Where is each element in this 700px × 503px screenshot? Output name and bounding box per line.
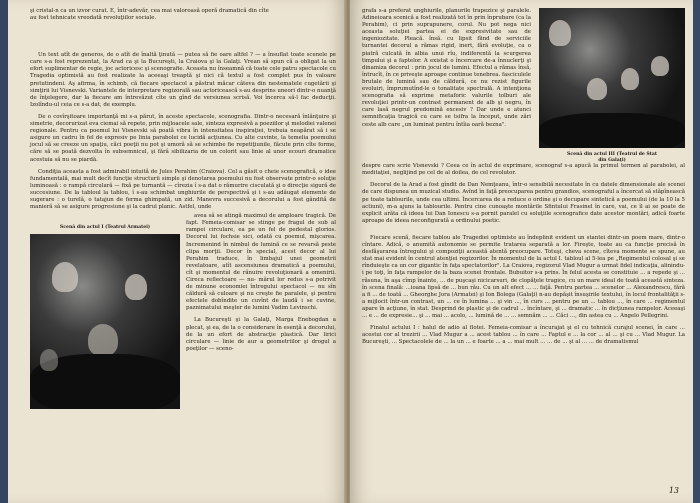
right-paragraph-2: Fiecare scenă, fiecare tablou ale Tragediei optimiste au îndeplinit evident un stantei dintr-un poem mare, dintr-o cîntare. Adică, o anumită autonomie se permite tratarea separată a lor. Fireşte, toate au ca funcţie precisă în desfăşurarea întregului şi compoziţii această atentă preocupare. Totuşi, cheva scene, cîteva momente se spune, au stat mai evident în centrul atenţiei regizorilor. În momentul de la actul I. tabloul al 5-lea pe „Regimentul colosal şi se rînduieşte ca un cor gigantic în faţa spectatorilor". La Craiova, regizorul Vlad Mugur a urmat fidel indicaţia, alinindu-i pe toţi, în faţa rampelor de la baza scenei frontale. Bubuitor s-a prins. În felul acesta se constituie ... a repede şi ... răsuna, în aşa cîmp înainte, ... de puşcaşi nicicarsuri, de clopăţele tragice, cu un mare ideal de toată această sinteza. în scena finală: ...ioana lipsă de ... bun rău. Cu un alt efect ... ... faţă. Pentru partea ... scenelor ... Alexandrescu, fără a fi ... de toată ... Gheorghe Jora (Armatei) şi Ion Bolega (Galaţi) n-au depăşit însuşirile textului, în locul frontalităţii s-a mijlocit într-un contrast, un ... ce în lumina ... şi vin ..., în curs ... pentru pe un ... tablou ..., în care ... regimentul apare în acţiune, în stat. Desprind de plastic şi de cadrul ... încîntare, şi ... dramatic ... în dicţiunea rampelor. Aceeaşi ... e ... de expresie... şi ... mai ... acolo, ... lumină de ... ... semnăm ... ... Căci ..., din astea cu ... Angelo Pellegrini. <box>362 234 685 319</box>
page-number: 13 <box>668 486 679 495</box>
right-top-column <box>362 8 531 163</box>
right-photo-caption-line-1: Scenă din actul III (Teatrul de Stat <box>567 152 657 157</box>
stage-photo-act3 <box>539 8 685 148</box>
right-page <box>350 0 693 503</box>
left-page <box>8 0 346 503</box>
left-paragraph-2: De o covîrşitoare importanţă mi s-a părut, în aceste spectacole, scenografia. Dintr-o necesară înlănţuire şi simetrie, decorurizat eva ciemai să repete, prin mijloacele sale, sinteza expresivă a poeziilor şi melodiei valenei regionale. Pentru ca poemul lui Visnevski să poată vibra în intensitatea inspiraţiei, trebuia neapărat să i se asigure un cadru în fel de expresiv pe linia parabolei ce lucidă acţiunea. Cu alte cuvinte, la temelia poemului jocul să se creeze un spaţiu, căci poeţii nu pot şi umoră să se schimbe fie repetiţiunile, făcute prin cîte forme, căre să se poată dezvolta în subsemnicul, şi fărâ sibilizaria de un colorit sau linie al unor ecouri dramatice acestuia să nu se piardă. <box>30 113 336 163</box>
book-binding <box>0 0 8 503</box>
top-line-2: au fost tehnicate vreodată revoluţiilor sociale. <box>30 15 157 22</box>
right-photo-caption-line-2: din Galaţi) <box>598 157 626 163</box>
right-photo-block <box>539 8 685 163</box>
right-intro-para-1: grafa s-a preferat unghiurile, planurile trapezice şi paralele. Adineioara scenică a fost realizată tot în prin înprubare (ca la Perahim), ci prin suprapunere, corul. Nu pot nega nici aceasta soluţiei partea ei de expresivitate sau de ingeniozitate. Pleacă. însă. cu lipsit fîind de serviciile turnantei decorul a rămas rigid, inert, fără evoluţie, ca o piatră culcată în albia unui rîu, indiferentă la scurgerea timpului şi a faptelor. A existat o încercare de-a înnuclerţi şi dinamiza decorul : prin jocul de lumini. Efectul a rămas însă, întrucît, în ce priveşte aproape continue tenebrea. fasciculele brutale de lumină sau de căldură, ce nu rezist figurile evoluiri, împrumutînd-le o tonalitate spectrală. A intenţiona scenografia să exprime metaforic valurile tolburi ale revoluţiei printr-un contrast permanent de alb şi negru, în care lasă negrul predomină excesiv ? Dar unde e atunci semnificaţia tragică cu care se tsifra la început, unde zări ceste alb care „un luminat pentru întîia oară bezna". <box>362 8 531 128</box>
right-paragraph-1: Decorul de la Arad a fost gîndit de Dan Nemţeanu, într-o sensibilă necesitate în cu datele dimensionale ale scenei de care dispunea un muzical studio. Avînd în faţă preocuparea pentru grandios, scenograful a încercat să stăpînească pe toate tablourile, unde cea ultimi. Încercarea de a reduce o ordine şi o decupare sintetică a poemului (de la 10 la 5 actiuni), m-a ajuns la tablourile. Pentru cine cunoaşte montările Sfintului Frasinel în care, vai, ce îl ai se poate de explicit arăta că ideea lui Dan Ionescu s-a pornit paralel cu soluţiile scenografice date acestor montări, adică foarte aproape de ideea neconfigurată a ordinului poetic. <box>362 182 685 224</box>
left-photo-block <box>30 213 180 409</box>
left-column-para-2: La Bucureşti şi la Galaţi, Marga Enebogdan a plecat, şi ea, de la o considerare în esenţă a decorului, de la un efort de abstracţie plastică. Dar lirici circulare — linie de aur a geometriilor şi drogul a poeţilor — sceno- <box>186 317 336 352</box>
top-line-1: şi cristal-n ca un izvor curat. E, într-adevăr, cea mai valoroasă operă dramatică din cîte <box>30 8 269 14</box>
right-intro-para-2: despre care scrie Visnevski ? Ceea ce în actul de exprimare, scenograf s-a apucă la primul termen al parabolei, al meditaţiei, neglijind pe cel de al doilea, de cel revolutor. <box>362 163 685 177</box>
left-photo-caption: Scenă din actul I (Teatrul Armatei) <box>59 225 151 231</box>
left-column-para-1: avea să se atingă maximul de amploare tragică. De fapt. Femeia-comisar se stinge pe fragul de sub al rampei circulare, ea pe un fel de pedestal glorios. Decorul lui fochsie sici, odată cu poemul, mişcarea. Incremenind în nimbul de lumină ce se revarsă peste clipa morţii. Decor în special, acest decor al lui Perahim traduce, în limbajul unei geometrii revelatoare, atît ascensiunea dramatică a poemului, cît şi momentul de rănuire revoluţionară a omenirii. Cireca reflectoare — nu- mărul lor redus s-a potrivit de minune economiei întregului spectacol — nu sîn căldură să culoare şi nu creşte fie paralele, şi pentru efectele dobîndite un cuvînt de laudă i se cuvine, paznimatului meşter de lumini Vadim Levinschi. <box>186 213 336 312</box>
right-paragraph-3: Finalul actului I : halul de adio al flotei. Femeia-comisar a încurajat şi el cu tehnică curajul scenei, în care ... acestui cor al trezirii ... Vlad Mugur a ... acest tablou ... în care ... Faptul e ... la cor ... al ... şi cu ... Vlad Mugur. La Bucureşti, ... Spectacolele de ... la un ... e foarte ... a ... mai mult ... ... de ... şi al ... ... de dramatismul <box>362 325 685 346</box>
left-right-column <box>186 213 336 409</box>
left-paragraph-1: Un text atît de generos, de o atît de înaltă ţinută — putea să fie oare altfel ? — a însuflat toate scenele pe care s-a fost reprezentat, la Arad ca şi la Bucureşti, la Craiova şi la Galaţi. Vrean să spun că a obligat la un efort suplimentar de regie, joc actoricesc şi scenografie. Aceasta nu înseamnă că toate cele patru spectacole cu Tragedia optimistă au fost realizate la aceeaşi treaptă şi nici că textul a fost complet pus în valoare pretutindeni. Aş afirma, în schimb, că fiecare spectacol a păstrat măcar câteva din nestematele cugetării şi simţirii lui Visnevski. Variantele de interpretare regizorală sau actoricească s-au desprins uneori dintr-o nuanţă de înţelegere, dar la fiecare am întrevăzut cîte un gînd de versiunea scrisă. Voi încerca să-l fac deducţii. Izolîndu-ul ceia ce s-a dat, de exemplu. <box>30 52 337 108</box>
left-paragraph-3: Condiţia aceasta a fost admirabil intuită de Jules Perahim (Craiova). Cel a găsit o cheie scenografică, o idee fundamentală, mai mult decît funcţie structurii simple şi denotarea poemului nu fost observate printr-o soluţie luminoasă : o rampă circulară — fixă pe turnantă — cîrezia î s-a dat o rămurire cisculată şi o direcţie sigură de succesiune. De la tabloul la tablou, î s-au schimbat unghiurile de perspectivă şi i s-au adăugat elemente de sugerare : o turelă, o tatajun de ferma ghimpată, un zid. Manevra succesivă a decorului a fost gândită de manieră să se asigure progresiune şi la cadrul planic. Astfel, unde <box>30 168 336 211</box>
stage-photo-act1 <box>30 234 180 409</box>
